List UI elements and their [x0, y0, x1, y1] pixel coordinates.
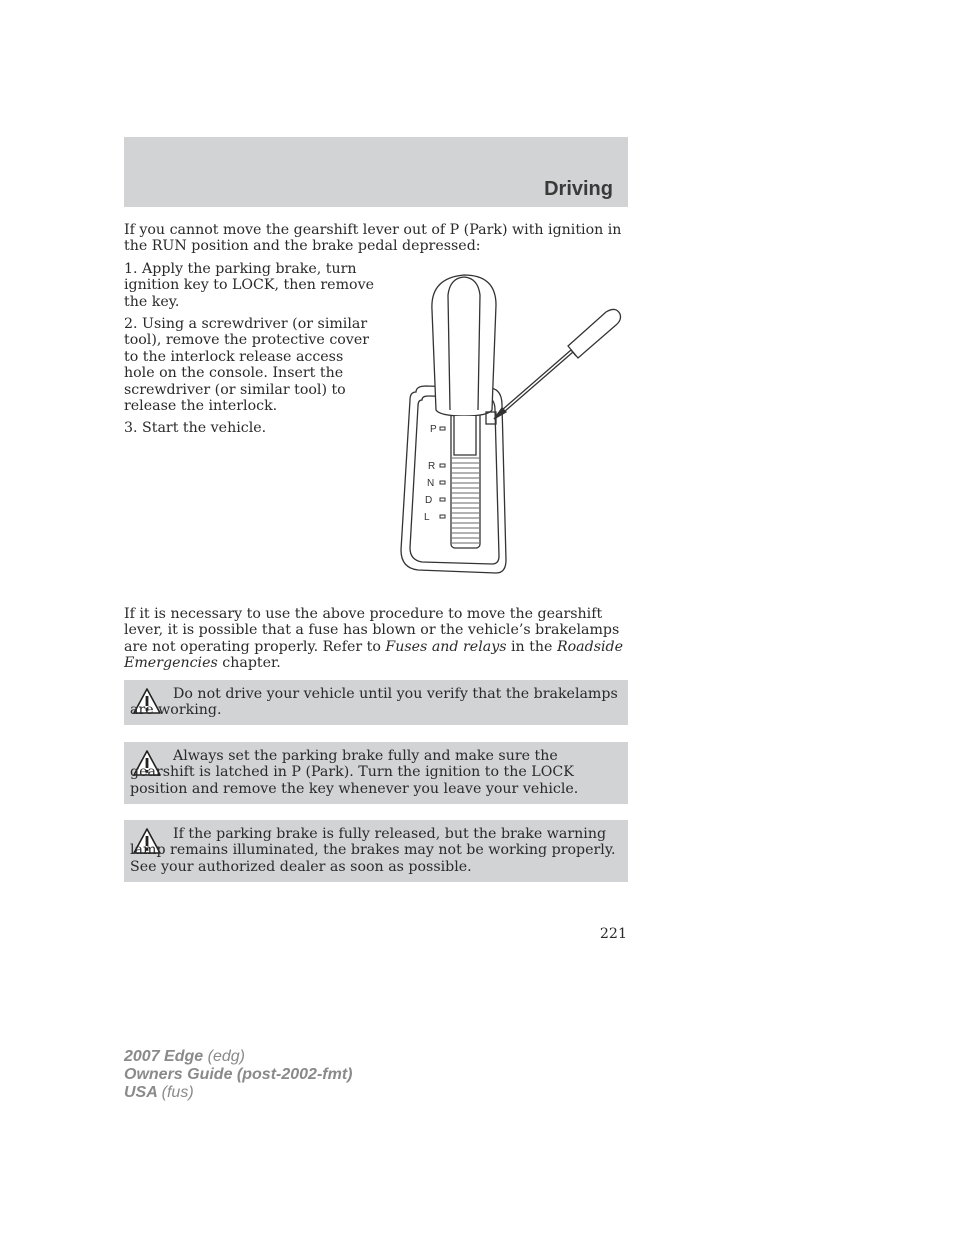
- paragraph-text: chapter.: [217, 655, 281, 672]
- step-2: 2. Using a screwdriver (or similar tool), remove the protective cover to the interlock release access hole on the console. Insert the screwdriver (or similar tool) to release the interlock.: [124, 316, 370, 415]
- warning-box-brake-lamp: [124, 820, 628, 882]
- gear-label-l: L: [424, 512, 430, 523]
- paragraph-text: in the: [506, 638, 557, 655]
- gear-label-d: D: [425, 495, 433, 506]
- warning-text: [130, 686, 622, 719]
- warning-text-content: If the parking brake is fully released, but the brake warning lamp remains illuminated, the brakes may not be working properly. See your authorized dealer as soon as possible.: [130, 826, 616, 875]
- warning-text-content: Always set the parking brake fully and make sure the gearshift is latched in P (Park). Turn the ignition to the LOCK position and remove the key whenever you leave your vehicle.: [130, 748, 579, 797]
- gear-label-r: R: [428, 461, 436, 472]
- warning-text: [130, 748, 622, 797]
- footer-line-2: Owners Guide (post-2002-fmt): [124, 1066, 353, 1083]
- paragraph-text: If it is necessary to use the above procedure to move the gearshift lever, it is possible that a fuse has blown or the vehicle’s brakelamps are not operating properly. Refer to: [124, 606, 620, 655]
- footer-market-code: (fus): [161, 1084, 194, 1101]
- footer-market: USA: [124, 1084, 158, 1101]
- section-title: Driving: [544, 178, 613, 200]
- warning-box-parking-brake: [124, 742, 628, 804]
- fuse-paragraph: [124, 606, 628, 672]
- gear-label-n: N: [427, 478, 435, 489]
- footer-model: 2007 Edge: [124, 1048, 204, 1065]
- step-1: 1. Apply the parking brake, turn ignition key to LOCK, then remove the key.: [124, 261, 374, 310]
- roadside-emergencies-reference: Roadside Emergencies: [124, 638, 624, 672]
- footer-line-3: [124, 1084, 352, 1102]
- section-header-band: [124, 137, 628, 207]
- warning-box-brakelamps: [124, 680, 628, 725]
- warning-text-content: Do not drive your vehicle until you verify that the brakelamps are working.: [130, 686, 618, 719]
- footer-line-1: [124, 1048, 352, 1066]
- footer-model-code: (edg): [207, 1048, 245, 1065]
- fuses-and-relays-reference: Fuses and relays: [385, 638, 507, 655]
- intro-text: If you cannot move the gearshift lever out of P (Park) with ignition in the RUN position and the brake pedal depressed:: [124, 222, 622, 255]
- warning-text: [130, 826, 622, 875]
- page-number: 221: [599, 926, 627, 942]
- step-3: 3. Start the vehicle.: [124, 420, 267, 436]
- gear-label-p: P: [430, 424, 437, 435]
- document-footer: [124, 1048, 352, 1102]
